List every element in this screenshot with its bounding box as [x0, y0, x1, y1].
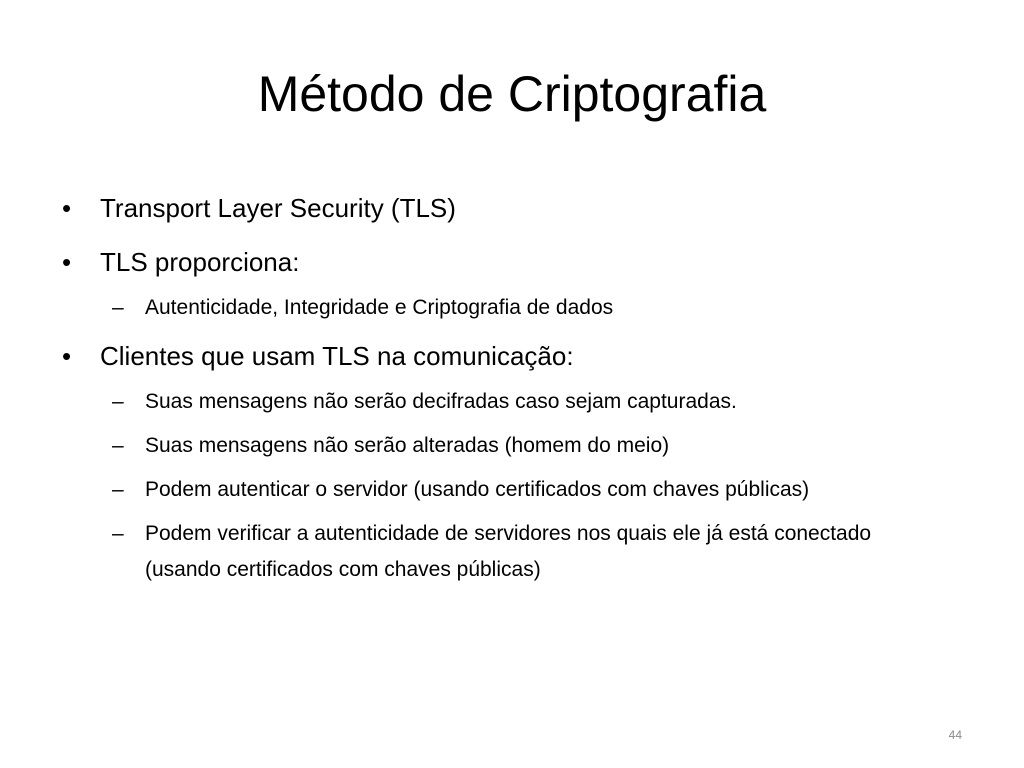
dash-icon: – — [112, 478, 124, 501]
bullet-text: TLS proporciona: — [100, 247, 300, 277]
sub-bullet-text: Suas mensagens não serão alteradas (homem do meio) — [145, 434, 670, 457]
dash-icon: – — [112, 390, 124, 413]
slide-title: Método de Criptografia — [257, 66, 767, 122]
bullet-item — [60, 338, 960, 374]
sub-bullet-item — [60, 384, 905, 420]
sub-bullet-text: Autenticidade, Integridade e Criptografia de dados — [145, 296, 614, 319]
sub-bullet-text: Podem verificar a autenticidade de servidores nos quais ele já está conectado (usando certificados com chaves públicas) — [145, 522, 872, 581]
bullet-icon: • — [62, 247, 72, 277]
bullet-item — [60, 244, 960, 280]
bullet-list — [60, 190, 960, 600]
bullet-item — [60, 190, 960, 226]
page-number: 44 — [948, 728, 962, 742]
dash-icon: – — [112, 434, 124, 457]
bullet-icon: • — [62, 341, 72, 371]
sub-bullet-list — [60, 290, 960, 326]
bullet-text: Clientes que usam TLS na comunicação: — [100, 341, 574, 371]
sub-bullet-item — [60, 290, 905, 326]
sub-bullet-text: Suas mensagens não serão decifradas caso sejam capturadas. — [145, 390, 737, 413]
sub-bullet-list — [60, 384, 960, 588]
bullet-text: Transport Layer Security (TLS) — [100, 193, 456, 223]
sub-bullet-item — [60, 516, 905, 588]
sub-bullet-item — [60, 428, 905, 464]
sub-bullet-item — [60, 472, 905, 508]
dash-icon: – — [112, 296, 124, 319]
bullet-icon: • — [62, 193, 72, 223]
dash-icon: – — [112, 522, 124, 545]
sub-bullet-text: Podem autenticar o servidor (usando certificados com chaves públicas) — [145, 478, 810, 501]
